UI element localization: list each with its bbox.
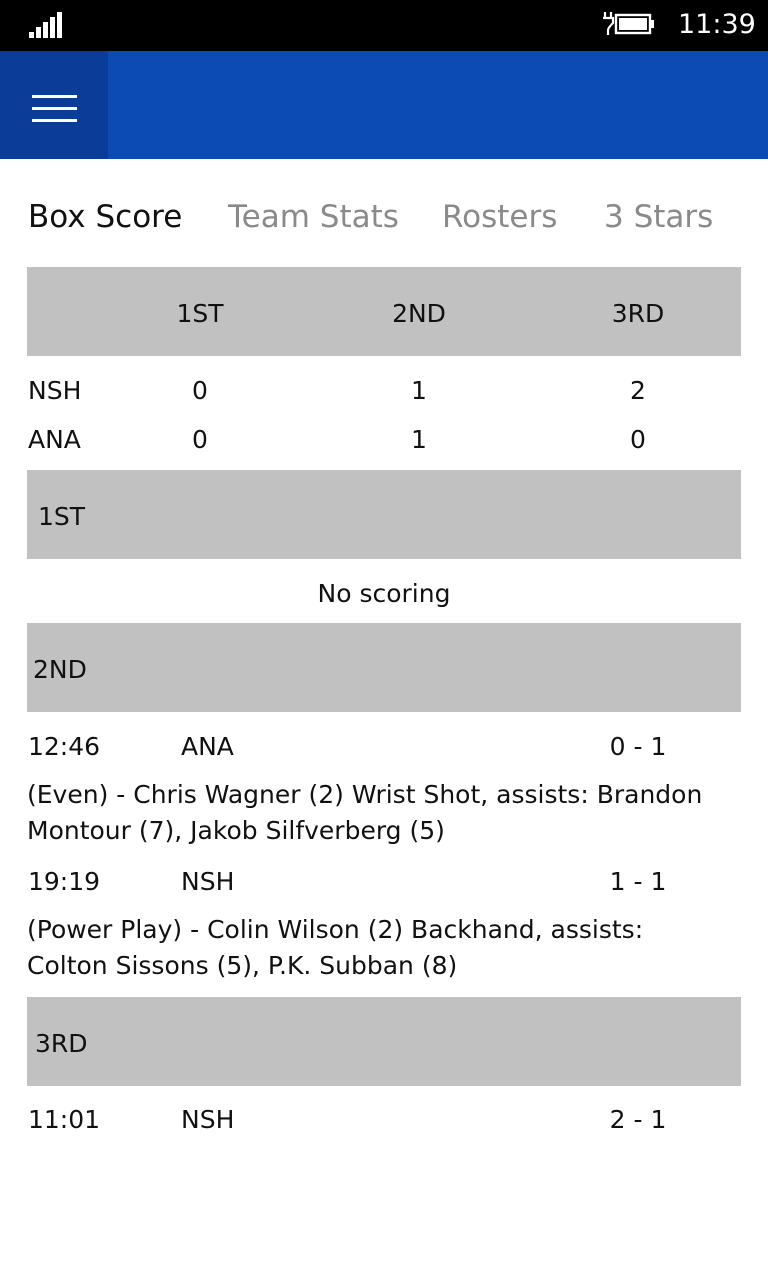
goal-time: 11:01 (28, 1105, 101, 1134)
tab-rosters[interactable]: Rosters (442, 199, 558, 235)
period-score: 2 (630, 376, 646, 405)
goal-team: ANA (181, 732, 234, 761)
period-section-title: 1ST (38, 502, 86, 531)
period-score: 1 (411, 425, 427, 454)
period-section-header (27, 470, 741, 559)
goal-time: 12:46 (28, 732, 101, 761)
no-scoring-text: No scoring (317, 579, 451, 608)
status-time: 11:39 (678, 9, 756, 40)
goal-score: 0 - 1 (609, 732, 667, 761)
team-abbr: NSH (28, 376, 82, 405)
period-section-title: 3RD (35, 1029, 88, 1058)
tab-3-stars[interactable]: 3 Stars (604, 199, 714, 235)
period-header-1st: 1ST (176, 299, 224, 328)
tab-team-stats[interactable]: Team Stats (228, 199, 399, 235)
goal-score: 1 - 1 (609, 867, 667, 896)
period-score: 0 (192, 376, 208, 405)
period-score: 0 (630, 425, 646, 454)
status-bar (0, 0, 768, 51)
app-header (0, 51, 768, 159)
period-score: 0 (192, 425, 208, 454)
signal-bars-icon (29, 12, 63, 38)
period-section-header (27, 997, 741, 1086)
goal-team: NSH (181, 867, 235, 896)
tab-box-score[interactable]: Box Score (28, 199, 183, 235)
period-header-2nd: 2ND (392, 299, 446, 328)
goal-description: (Even) - Chris Wagner (2) Wrist Shot, assists: Brandon Montour (7), Jakob Silfverberg (5) (27, 780, 703, 845)
period-section-title: 2ND (33, 655, 87, 684)
goal-time: 19:19 (28, 867, 101, 896)
goal-description: (Power Play) - Colin Wilson (2) Backhand, assists: Colton Sissons (5), P.K. Subban (8) (27, 915, 644, 980)
goal-team: NSH (181, 1105, 235, 1134)
team-abbr: ANA (28, 425, 81, 454)
hamburger-menu-icon[interactable] (0, 51, 108, 159)
period-section-header (27, 623, 741, 712)
period-header-3rd: 3RD (611, 299, 665, 328)
period-score: 1 (411, 376, 427, 405)
battery-charging-icon (602, 9, 656, 37)
goal-score: 2 - 1 (609, 1105, 667, 1134)
